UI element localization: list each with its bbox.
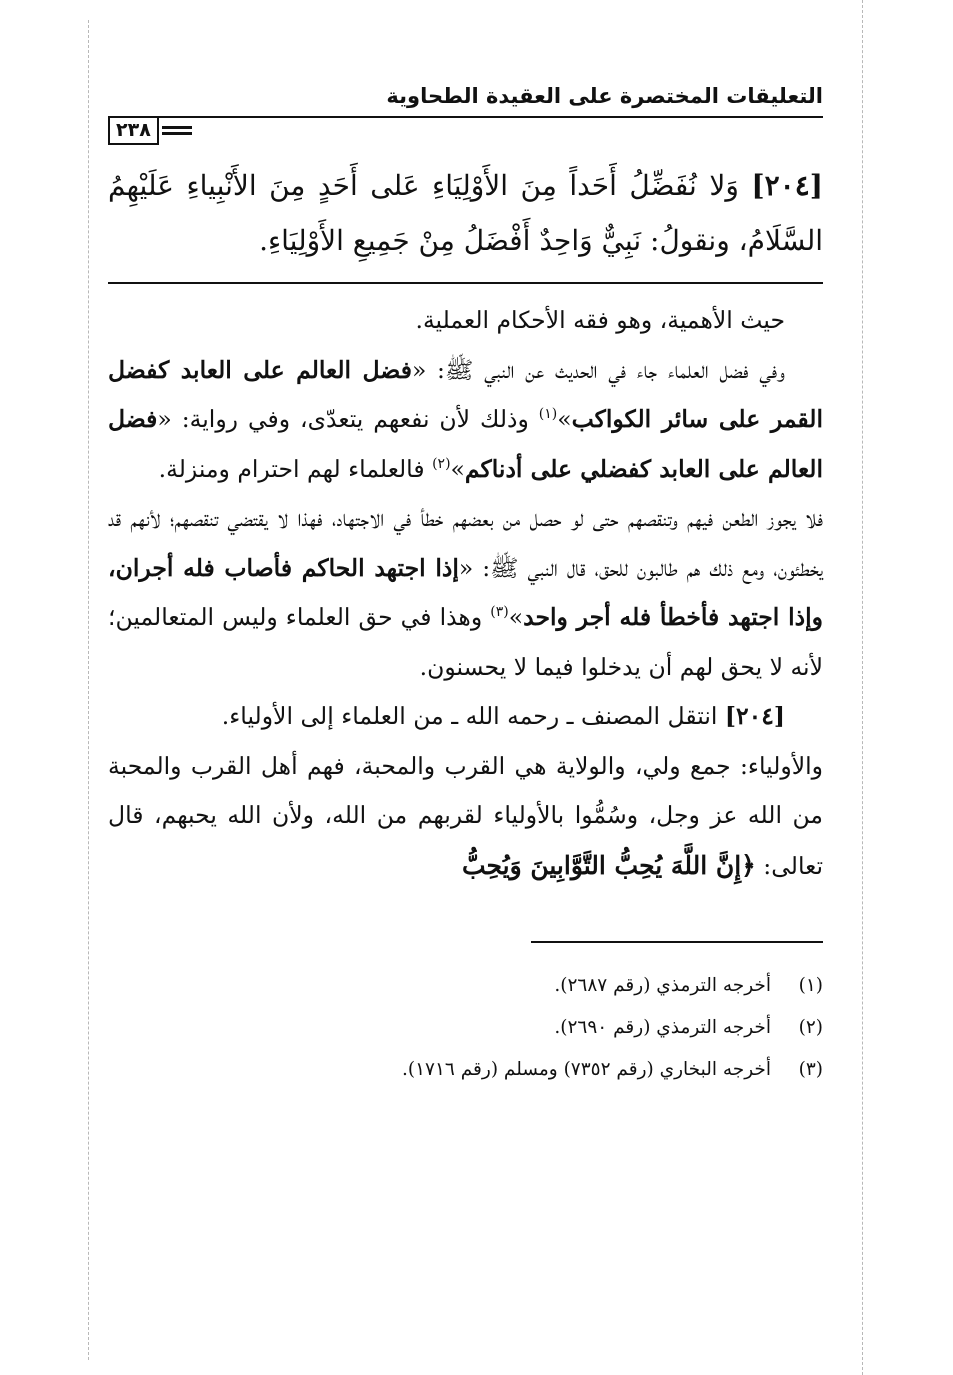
footnote-ref-2[interactable]: (٢) [432,455,451,472]
footnote-number: (١) [798,975,823,996]
footnote-divider [531,941,823,943]
hadith-quote-2: فضل العالم على العابد كفضلي على أدناكم [108,405,823,483]
footnote-text: أخرجه الترمذي (رقم ٢٦٩٠). [554,1017,771,1038]
page-number: ٢٣٨ [108,116,159,145]
matn-number: [٢٠٤] [751,169,823,202]
footnote-1 [108,965,823,1007]
footnotes [108,965,823,1091]
scan-edge-mark-right [862,0,864,1375]
hadith-quote-3: إذا اجتهد الحاكم فأصاب فله أجران، وإذا اجتهد فأخطأ فله أجر واحد [108,553,824,631]
commentary-number: [٢٠٤] [724,702,785,730]
footnote-number: (٢) [798,1017,823,1038]
page-number-box [108,116,192,145]
book-page [108,78,823,1091]
matn-body: وَلا نُفَضِّلُ أَحَداً مِنَ الأَوْلِيَاءِ عَلى أَحَدٍ مِنَ الأَنْبِياءِ عَلَيْهِمُ السَّلَامُ، ونقولُ: نَبِيٌّ وَاحِدٌ أَفْضَلُ مِنْ جَمِيعِ الأَوْلِيَاءِ. [108,169,823,257]
matn-text [108,158,823,268]
matn-divider [108,282,823,284]
footnote-ref-3[interactable]: (٣) [490,604,509,621]
page-number-ornament [162,126,192,135]
commentary-paragraph-5: والأولياء: جمع ولي، والولاية هي القرب والمحبة، فهم أهل القرب والمحبة من الله عز وجل، وسُمُّوا بالأولياء لقربهم من الله، ولأن الله يحبهم، قال تعالى: ﴿إِنَّ اللَّهَ يُحِبُّ التَّوَّابِينَ وَيُحِبُّ [108,751,823,880]
commentary-paragraph-1: حيث الأهمية، وهو فقه الأحكام العملية. [415,306,785,334]
book-title: التعليقات المختصرة على العقيدة الطحاوية [386,84,823,108]
running-header [108,78,823,141]
commentary-paragraph-4: [٢٠٤] انتقل المصنف ـ رحمه الله ـ من العلماء إلى الأولياء. [221,702,785,730]
quran-verse: ﴿إِنَّ اللَّهَ يُحِبُّ التَّوَّابِينَ وَيُحِبُّ [461,850,756,880]
commentary [108,296,823,891]
hadith-quote-1: فضل العالم على العابد كفضل القمر على سائر الكواكب [108,355,823,433]
commentary-paragraph-2: وفي فضل العلماء جاء في الحديث عن النبي ﷺ: «فضل العالم على العابد كفضل القمر على سائر الكواكب»$^{(١)}$ وذلك لأن نفعهم يتعدّى، وفي رواية: «فضل العالم على العابد كفضلي على أدناكم»$^{(٢)}$ فالعلماء لهم احترام ومنزلة. [108,355,823,483]
footnote-3 [108,1049,823,1091]
footnote-text: أخرجه الترمذي (رقم ٢٦٨٧). [554,975,771,996]
commentary-paragraph-3: فلا يجوز الطعن فيهم وتنقصهم حتى لو حصل من بعضهم خطأ في الاجتهاد، فهذا لا يقتضي تنقصهم؛ لأنهم قد يخطئون، ومع ذلك هم طالبون للحق، قال النبي ﷺ: «إذا اجتهد الحاكم فأصاب فله أجران، وإذا اجتهد فأخطأ فله أجر واحد»$^{(٣)}$ وهذا في حق العلماء وليس المتعالمين؛ لأنه لا يحق لهم أن يدخلوا فيما لا يحسنون. [108,504,824,681]
footnote-number: (٣) [798,1059,823,1080]
scan-edge-mark-left [88,20,90,1360]
footnote-text: أخرجه البخاري (رقم ٧٣٥٢) ومسلم (رقم ١٧١٦). [401,1059,771,1080]
footnote-2 [108,1007,823,1049]
footnote-ref-1[interactable]: (١) [538,406,558,423]
